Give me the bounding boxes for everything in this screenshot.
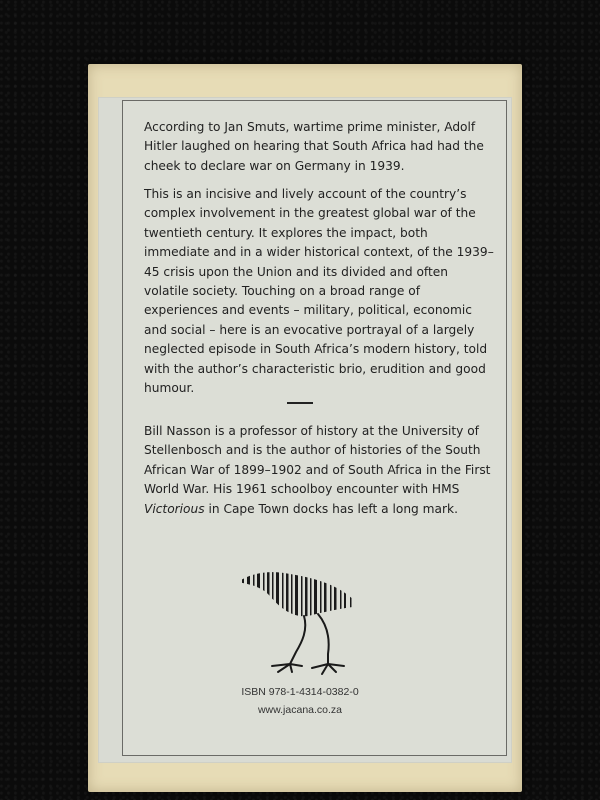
barcode-bird-icon [232,560,372,680]
blurb-paragraph-2: This is an incisive and lively account of the country’s complex involvement in the greatest global war of the twentieth century. It explores the impact, both immediate and in a wider historical context, of the 1939–45 crisis upon the Union and its divided and often volatile society. Touching on a broad range of experiences and events – military, political, economic and social – here is an evocative portrayal of a largely neglected episode in South Africa’s modern history, told with the author’s characteristic brio, erudition and good humour. [144,187,494,396]
publisher-website: www.jacana.co.za [257,704,343,716]
blurb-paragraph-1: According to Jan Smuts, wartime prime minister, Adolf Hitler laughed on hearing that South Africa had had the cheek to declare war on Germany in 1939. [144,120,484,173]
author-bio [144,422,494,519]
isbn-number: ISBN 978-1-4314-0382-0 [241,686,359,698]
author-bio-text-end: in Cape Town docks has left a long mark. [204,501,458,516]
author-bio-text: Bill Nasson is a professor of history at the University of Stellenbosch and is the author of histories of the South African War of 1899–1902 and of South Africa in the First World War. His 1961 schoolboy encounter with HMS [144,424,491,497]
section-divider [287,402,313,404]
ship-name: Victorious [144,501,205,516]
